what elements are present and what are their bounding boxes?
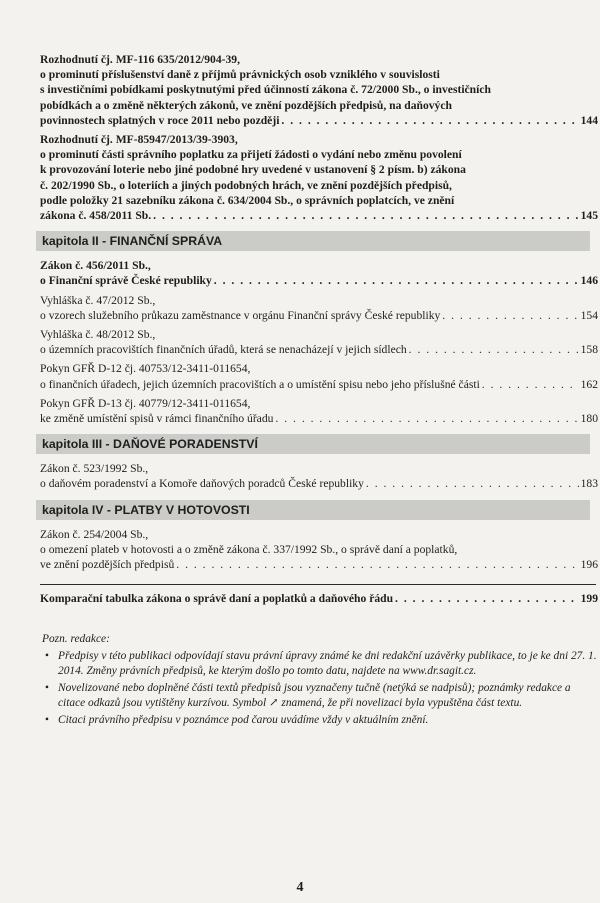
leader-dots xyxy=(176,557,578,572)
page-number: 180 xyxy=(580,412,598,426)
entry-title: Komparační tabulka zákona o správě daní a poplatků a daňového řádu xyxy=(40,592,394,606)
note-item: • Předpisy v této publikaci odpovídají stavu právní úpravy známé ke dni redakční uzávěrky publikace, to je ke dni 27. 1. 2014. Změny právních předpisů, ke kterým došlo po tomto datu, najdete na www.dr.sagit.cz. xyxy=(58,649,598,678)
entry-text-line: Zákon č. 456/2011 Sb., xyxy=(40,259,151,273)
page-number: 158 xyxy=(580,343,598,357)
entry-text-line: č. 202/1990 Sb., o loteriích a jiných podobných hrách, ve znění pozdějších předpisů, xyxy=(40,178,452,192)
entry-text-line: Vyhláška č. 48/2012 Sb., xyxy=(40,328,156,342)
chapter-heading-4: kapitola IV - PLATBY V HOTOVOSTI xyxy=(36,500,590,520)
entry-last-line: zákona č. 458/2011 Sb. xyxy=(40,209,152,223)
toc-entry xyxy=(40,258,598,288)
toc-line xyxy=(40,308,598,323)
page-number: 144 xyxy=(580,113,598,127)
leader-dots xyxy=(395,591,579,606)
entry-text-line: Pokyn GFŘ D-12 čj. 40753/12-3411-011654, xyxy=(40,362,251,376)
toc-entry-comparison xyxy=(40,591,598,606)
entry-last-line: o vzorech služebního průkazu zaměstnance v orgánu Finanční správy České republiky xyxy=(40,308,441,322)
page-number: 196 xyxy=(580,558,598,572)
entry-text-line: Rozhodnutí čj. MF-116 635/2012/904-39, xyxy=(40,53,240,66)
entries-top xyxy=(40,52,598,223)
page-number: 183 xyxy=(580,477,598,491)
divider xyxy=(40,584,596,585)
entry-text-line: Zákon č. 523/1992 Sb., xyxy=(40,462,149,476)
toc-line xyxy=(40,411,598,426)
toc-line xyxy=(40,273,598,288)
toc-entry xyxy=(40,527,598,573)
page-number: 146 xyxy=(580,274,598,288)
page-number: 162 xyxy=(580,377,598,391)
chapter-heading-2: kapitola II - FINANČNÍ SPRÁVA xyxy=(36,231,590,251)
leader-dots xyxy=(275,411,578,426)
page-number: 199 xyxy=(580,592,598,606)
entry-last-line: ve znění pozdějších předpisů xyxy=(40,558,175,572)
entry-text-line: s investičními pobídkami poskytnutými před účinností zákona č. 72/2000 Sb., o investičních xyxy=(40,83,491,97)
entry-last-line: o daňovém poradenství a Komoře daňových poradců České republiky xyxy=(40,477,364,491)
chapter-heading-3: kapitola III - DAŇOVÉ PORADENSTVÍ xyxy=(36,434,590,454)
entry-last-line: o územních pracovištích finančních úřadů, která se nenacházejí v jejich sídlech xyxy=(40,343,407,357)
toc-entry xyxy=(40,52,598,128)
entry-text-line: o omezení plateb v hotovosti a o změně zákona č. 337/1992 Sb., o správě daní a poplatků, xyxy=(40,542,458,556)
leader-dots xyxy=(482,377,579,392)
entry-last-line: ke změně umístění spisů v rámci finančního úřadu xyxy=(40,412,274,426)
entry-last-line: povinnostech splatných v roce 2011 nebo později xyxy=(40,113,280,127)
chapter-3-entries xyxy=(40,461,598,491)
entry-last-line: o finančních úřadech, jejich územních pracovištích a o umístění spisu nebo jeho příslušné části xyxy=(40,377,480,391)
chapter-2-entries xyxy=(40,258,598,426)
entry-text-line: Rozhodnutí čj. MF-85947/2013/39-3903, xyxy=(40,133,238,147)
entry-last-line: o Finanční správě České republiky xyxy=(40,274,212,288)
page-number: 145 xyxy=(580,209,598,223)
toc-entry xyxy=(40,396,598,426)
toc-entry xyxy=(40,361,598,391)
leader-dots xyxy=(442,308,578,323)
entry-text-line: o prominutí příslušenství daně z příjmů právnických osob vzniklého v souvislosti xyxy=(40,68,440,82)
toc-line xyxy=(40,557,598,572)
entry-text-line: Zákon č. 254/2004 Sb., xyxy=(40,527,149,541)
toc-line xyxy=(40,342,598,357)
entry-text-line: Vyhláška č. 47/2012 Sb., xyxy=(40,293,156,307)
entry-text-line: podle položky 21 sazebníku zákona č. 634/2004 Sb., o správních poplatcích, ve znění xyxy=(40,193,455,207)
note-item: • Novelizované nebo doplněné části textů předpisů jsou vyznačeny tučně (netýká se nadpisů); poznámky redakce a citace odkazů jsou vytištěny kurzívou. Symbol ↗ znamená, že při novelizaci byla vypuštěna část textu. xyxy=(58,681,598,710)
leader-dots xyxy=(214,273,579,288)
toc-entry xyxy=(40,461,598,491)
toc-line xyxy=(40,208,598,223)
entry-text-line: Pokyn GFŘ D-13 čj. 40779/12-3411-011654, xyxy=(40,396,251,410)
entry-text-line: k provozování loterie nebo jiné podobné hry uvedené v ustanovení § 2 písm. b) zákona xyxy=(40,163,466,177)
page-folio: 4 xyxy=(296,880,304,895)
leader-dots xyxy=(409,342,579,357)
notes-list xyxy=(42,649,598,727)
toc-entry xyxy=(40,293,598,323)
entry-text-line: pobídkách a o změně některých zákonů, ve znění pozdějších předpisů, na daňových xyxy=(40,98,452,112)
page-number: 154 xyxy=(580,308,598,322)
note-item: • Citaci právního předpisu v poznámce pod čarou uvádíme vždy v aktuálním znění. xyxy=(58,713,598,727)
leader-dots xyxy=(281,113,578,128)
toc-line xyxy=(40,476,598,491)
toc-line xyxy=(40,113,598,128)
leader-dots xyxy=(366,476,579,491)
editorial-notes xyxy=(42,632,598,730)
toc-entry xyxy=(40,132,598,223)
toc-entry xyxy=(40,327,598,357)
toc-line xyxy=(40,591,598,606)
chapter-4-entries xyxy=(40,527,598,573)
toc-line xyxy=(40,377,598,392)
entry-text-line: o prominutí části správního poplatku za přijetí žádosti o vydání nebo změnu povolení xyxy=(40,148,462,162)
leader-dots xyxy=(153,208,578,223)
contents-page xyxy=(40,52,598,610)
notes-heading: Pozn. redakce: xyxy=(42,633,110,645)
